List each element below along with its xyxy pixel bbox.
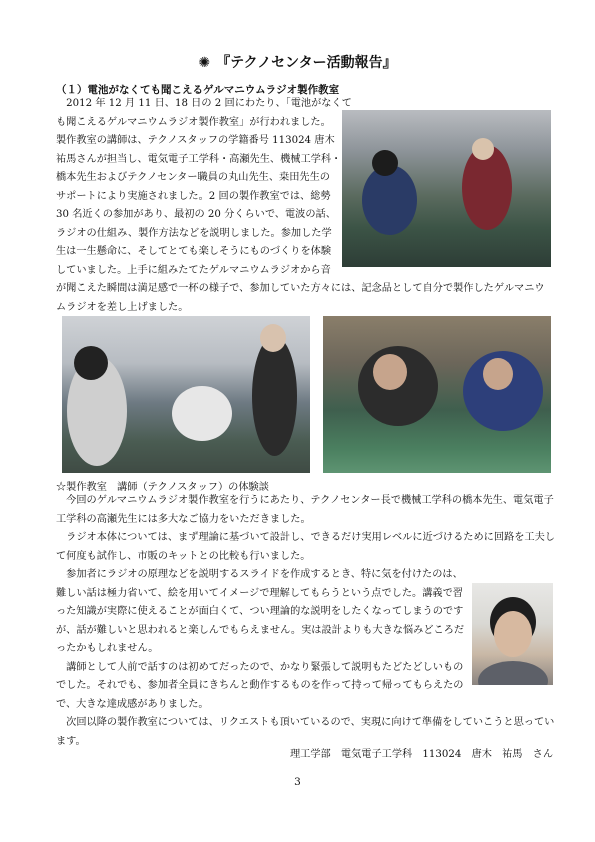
page-number: 3: [294, 776, 301, 788]
body-line: が、話が難しいと思われると楽しんでもらえません。実は設計よりも大きな悩みどころだ: [56, 624, 465, 636]
lecturer-portrait-photo: [472, 583, 553, 685]
body-line: 難しい話は極力省いて、絵を用いてイメージで理解してもらうという点でした。講義で習: [56, 587, 463, 599]
body-line: 講師として人前で話すのは初めてだったので、かなり緊張して説明もたどたどしいもの: [56, 661, 464, 673]
body-line: った知識が実際に使えることが面白くて、つい理論的な説明をしたくなってしまうのです: [56, 606, 464, 617]
intro-line: が聞こえた瞬間は満足感で一杯の様子で、参加していた方々には、記念品として自分で製作したゲルマニウ: [56, 283, 545, 294]
body-line: でした。それでも、参加者全員にきちんと動作するものを作って持って帰ってもらえたの: [56, 680, 464, 691]
body-line: 今回のゲルマニウムラジオ製作教室を行うにあたり、テクノセンター長で機械工学科の橋本先生、電気電子: [56, 495, 554, 506]
title-text: 『テクノセンター活動報告』: [216, 55, 397, 71]
title-mark: ✺: [198, 55, 211, 71]
body-line: ったかもしれません。: [56, 643, 159, 654]
intro-line: 製作教室の講師は、テクノスタッフの学籍番号 113024 唐木: [56, 135, 335, 146]
intro-line: ラジオの仕組み、製作方法などを説明しました。参加した学: [56, 227, 332, 239]
intro-line: 祐馬さんが担当し、電気電子工学科・高瀬先生、機械工学科・: [56, 153, 342, 165]
workshop-photo-right: [323, 316, 551, 473]
intro-line: していました。上手に組みたてたゲルマニウムラジオから音: [56, 264, 331, 276]
intro-line: 生は一生懸命に、そしてとても楽しそうにものづくりを体験: [56, 246, 332, 257]
section-title: 電池がなくても聞こえるゲルマニウムラジオ製作教室: [87, 84, 340, 96]
body-line: 次回以降の製作教室については、リクエストも頂いているので、実現に向けて準備をしていこうと思ってい: [56, 717, 555, 728]
workshop-photo-top: [342, 110, 551, 267]
body-line: 参加者にラジオの原理などを説明するスライドを作成するとき、特に気を付けたのは、: [56, 569, 463, 580]
workshop-photo-left: [62, 316, 310, 473]
author-signature: 理工学部 電気電子工学科 113024 唐木 祐馬 さん: [290, 749, 554, 760]
intro-line: ムラジオを差し上げました。: [56, 301, 189, 313]
intro-line: サポートにより実施されました。2 回の製作教室では、総勢: [56, 190, 331, 202]
page-title: [0, 52, 595, 72]
body-line: て何度も試作し、市販のキットとの比較も行いました。: [56, 550, 311, 562]
intro-line: 30 名近くの参加があり、最初の 20 分くらいで、電波の話、: [56, 209, 336, 220]
body-line: ラジオ本体については、まず理論に基づいて設計し、できるだけ実用レベルに近づけるために回路を工夫し: [56, 532, 555, 543]
body-line: で、大きな達成感がありました。: [56, 698, 209, 710]
body-line: ます。: [56, 735, 86, 747]
section-number: （１）: [56, 84, 88, 96]
body-line: 工学科の高瀬先生には多大なご協力をいただきました。: [56, 513, 311, 525]
intro-line: も聞こえるゲルマニウムラジオ製作教室」が行われました。: [56, 116, 331, 128]
intro-line: 2012 年 12 月 11 日、18 日の 2 回にわたり、「電池がなくて: [56, 98, 352, 109]
photo-caption: ☆製作教室 講師（テクノスタッフ）の体験談: [56, 482, 269, 493]
intro-line: 橋本先生およびテクノセンター職員の丸山先生、桒田先生の: [56, 172, 330, 183]
